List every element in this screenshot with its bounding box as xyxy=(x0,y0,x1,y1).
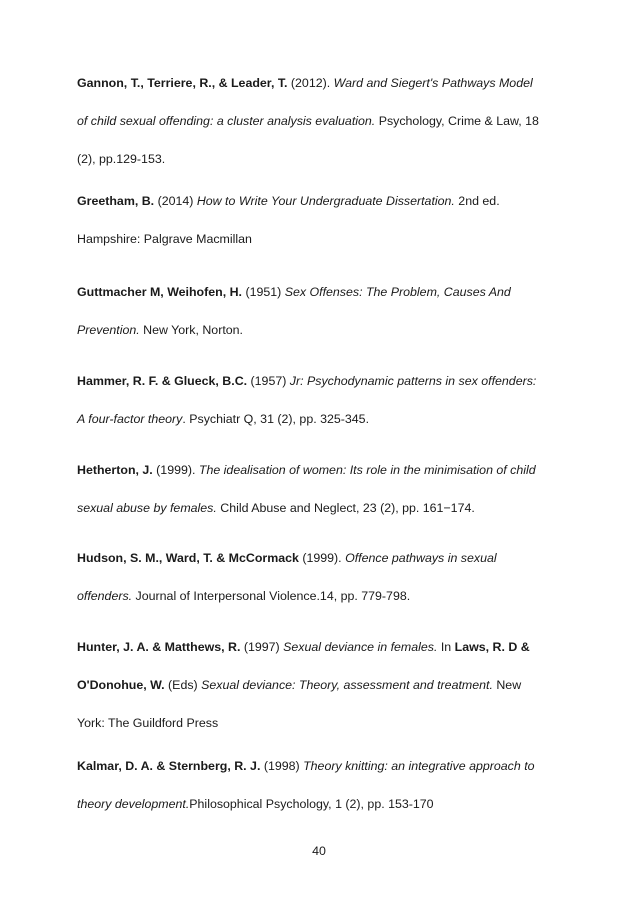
author-text: Greetham, B. xyxy=(77,194,155,208)
citation-text: New York, Norton. xyxy=(139,323,243,337)
reference-line xyxy=(77,113,539,129)
title-text: A four-factor theory xyxy=(77,412,183,426)
reference-line xyxy=(77,758,535,774)
citation-text: (1999). xyxy=(298,551,346,565)
title-text: Sexual deviance: Theory, assessment and treatment. xyxy=(201,678,493,692)
title-text: Ward and Siegert's Pathways Model xyxy=(333,76,533,90)
title-text: Prevention. xyxy=(77,323,140,337)
reference-line xyxy=(77,500,475,516)
reference-line xyxy=(77,75,533,91)
citation-text: York: The Guildford Press xyxy=(77,716,219,730)
title-text: How to Write Your Undergraduate Dissertation. xyxy=(196,194,455,208)
author-text: Hunter, J. A. & Matthews, R. xyxy=(77,640,241,654)
title-text: Sexual deviance in females. xyxy=(283,640,438,654)
citation-text: (1999). xyxy=(152,463,199,477)
title-text: Offence pathways in sexual xyxy=(345,551,497,565)
citation-text: (1951) xyxy=(242,285,285,299)
reference-line xyxy=(77,677,521,693)
reference-line xyxy=(77,322,243,338)
reference-line xyxy=(77,715,218,731)
citation-text: (2012). xyxy=(287,76,334,90)
author-text: Hetherton, J. xyxy=(77,463,153,477)
author-text: Hammer, R. F. & Glueck, B.C. xyxy=(77,374,248,388)
title-text: theory development. xyxy=(77,797,190,811)
author-text: Guttmacher M, Weihofen, H. xyxy=(77,285,242,299)
reference-line xyxy=(77,284,511,300)
reference-line xyxy=(77,373,536,389)
title-text: The idealisation of women: Its role in the minimisation of child xyxy=(198,463,536,477)
author-text: Gannon, T., Terriere, R., & Leader, T. xyxy=(77,76,288,90)
title-text: Jr: Psychodynamic patterns in sex offenders: xyxy=(289,374,537,388)
reference-line xyxy=(77,151,165,167)
citation-text: 2nd ed. xyxy=(454,194,500,208)
reference-line xyxy=(77,462,536,478)
citation-text: Child Abuse and Neglect, 23 (2), pp. 161−174. xyxy=(216,501,475,515)
reference-line xyxy=(77,231,252,247)
reference-line xyxy=(77,411,369,427)
author-text: Hudson, S. M., Ward, T. & McCormack xyxy=(77,551,299,565)
citation-text: New xyxy=(492,678,522,692)
page-number: 40 xyxy=(312,844,326,858)
title-text: Sex Offenses: The Problem, Causes And xyxy=(284,285,511,299)
reference-line xyxy=(77,588,410,604)
citation-text: (Eds) xyxy=(164,678,202,692)
reference-line xyxy=(77,550,497,566)
author-text: O'Donohue, W. xyxy=(77,678,165,692)
citation-text: Hampshire: Palgrave Macmillan xyxy=(77,232,252,246)
author-text: Kalmar, D. A. & Sternberg, R. J. xyxy=(77,759,261,773)
citation-text: (1997) xyxy=(240,640,284,654)
reference-line xyxy=(77,639,530,655)
reference-line xyxy=(77,796,434,812)
reference-line xyxy=(77,193,500,209)
citation-text: Journal of Interpersonal Violence.14, pp. 779-798. xyxy=(132,589,411,603)
citation-text: Psychology, Crime & Law, 18 xyxy=(375,114,539,128)
citation-text: . Psychiatr Q, 31 (2), pp. 325-345. xyxy=(182,412,370,426)
title-text: offenders. xyxy=(77,589,133,603)
title-text: Theory knitting: an integrative approach to xyxy=(303,759,535,773)
citation-text: (2014) xyxy=(154,194,197,208)
citation-text: (1957) xyxy=(247,374,290,388)
citation-text: In xyxy=(437,640,455,654)
title-text: of child sexual offending: a cluster analysis evaluation. xyxy=(77,114,376,128)
citation-text: Philosophical Psychology, 1 (2), pp. 153-170 xyxy=(189,797,434,811)
title-text: sexual abuse by females. xyxy=(77,501,217,515)
citation-text: (1998) xyxy=(260,759,304,773)
citation-text: (2), pp.129-153. xyxy=(77,152,166,166)
author-text: Laws, R. D & xyxy=(454,640,530,654)
